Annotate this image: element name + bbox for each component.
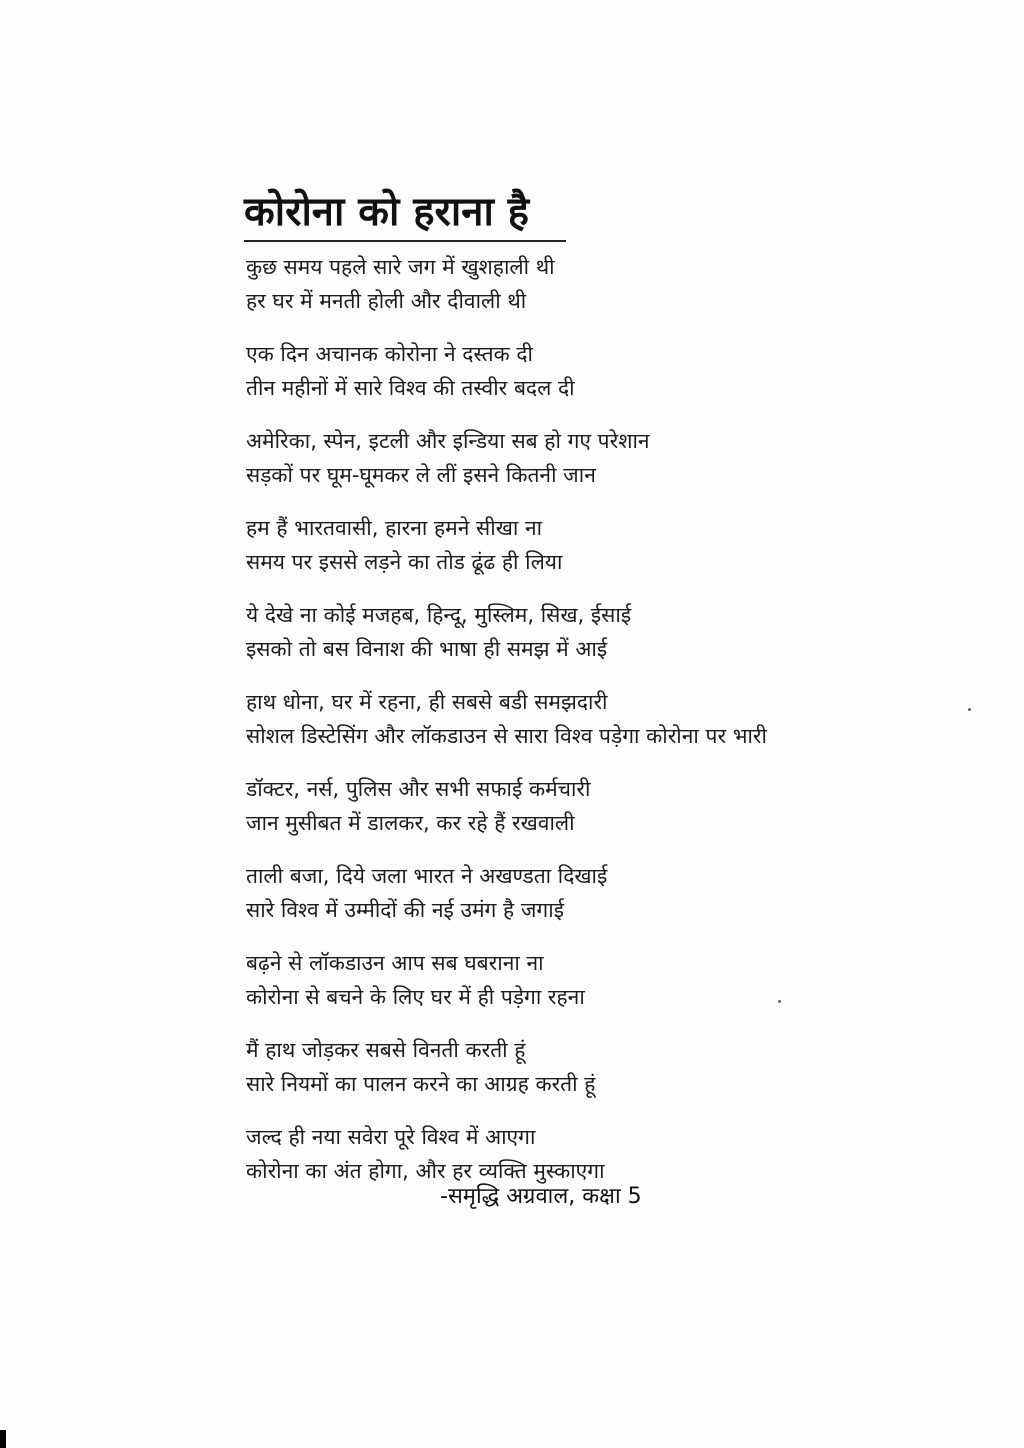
stanza-11 [246, 1120, 946, 1188]
stanza-9 [246, 946, 946, 1014]
poem-line: ये देखे ना कोई मजहब, हिन्दू, मुस्लिम, सिख, ईसाई [246, 603, 632, 627]
poem-title: कोरोना को हराना है [244, 189, 529, 235]
poem-line: कोरोना का अंत होगा, और हर व्यक्ति मुस्काएगा [246, 1159, 605, 1183]
poem-line: कोरोना से बचने के लिए घर में ही पड़ेगा रहना [246, 985, 585, 1009]
poem-line: सारे विश्व में उम्मीदों की नई उमंग है जगाई [246, 898, 565, 922]
title-underline [244, 240, 566, 242]
stanza-3 [246, 424, 946, 492]
author-signature: -समृद्धि अग्रवाल, कक्षा 5 [440, 1184, 642, 1209]
poem-line: सारे नियमों का पालन करने का आग्रह करती हूं [246, 1072, 596, 1096]
stanza-10 [246, 1033, 946, 1101]
poem-line: हर घर में मनती होली और दीवाली थी [246, 289, 527, 313]
poem-line: जल्द ही नया सवेरा पूरे विश्व में आएगा [246, 1125, 536, 1149]
stanza-7 [246, 772, 946, 840]
poem-line: हाथ धोना, घर में रहना, ही सबसे बडी समझदारी [246, 690, 608, 714]
stanza-8 [246, 859, 946, 927]
stanza-2 [246, 337, 946, 405]
poem-line: समय पर इससे लड़ने का तोड ढूंढ ही लिया [246, 550, 563, 574]
stanza-4 [246, 511, 946, 579]
scan-speck [968, 708, 971, 711]
poem-line: एक दिन अचानक कोरोना ने दस्तक दी [246, 342, 533, 366]
stanza-5 [246, 598, 946, 666]
poem-body [246, 250, 946, 1207]
poem-line: अमेरिका, स्पेन, इटली और इन्डिया सब हो गए परेशान [246, 429, 650, 453]
poem-line: इसको तो बस विनाश की भाषा ही समझ में आई [246, 637, 608, 661]
poem-line: सोशल डिस्टेसिंग और लॉकडाउन से सारा विश्व पड़ेगा कोरोना पर भारी [246, 724, 767, 748]
poem-line: बढ़ने से लॉकडाउन आप सब घबराना ना [246, 951, 544, 975]
poem-line: मैं हाथ जोड़कर सबसे विनती करती हूं [246, 1038, 526, 1062]
poem-line: ताली बजा, दिये जला भारत ने अखण्डता दिखाई [246, 864, 608, 888]
poem-line: तीन महीनों में सारे विश्व की तस्वीर बदल दी [246, 376, 575, 400]
poem-line: जान मुसीबत में डालकर, कर रहे हैं रखवाली [246, 811, 575, 835]
poem-line: डॉक्टर, नर्स, पुलिस और सभी सफाई कर्मचारी [246, 777, 591, 801]
poem-line: सड़कों पर घूम-घूमकर ले लीं इसने कितनी जान [246, 463, 596, 487]
poem-line: कुछ समय पहले सारे जग में खुशहाली थी [246, 255, 555, 279]
stanza-6 [246, 685, 946, 753]
poem-line: हम हैं भारतवासी, हारना हमने सीखा ना [246, 516, 543, 540]
scan-edge-mark [0, 1430, 6, 1448]
scan-speck [778, 1000, 781, 1003]
stanza-1 [246, 250, 946, 318]
